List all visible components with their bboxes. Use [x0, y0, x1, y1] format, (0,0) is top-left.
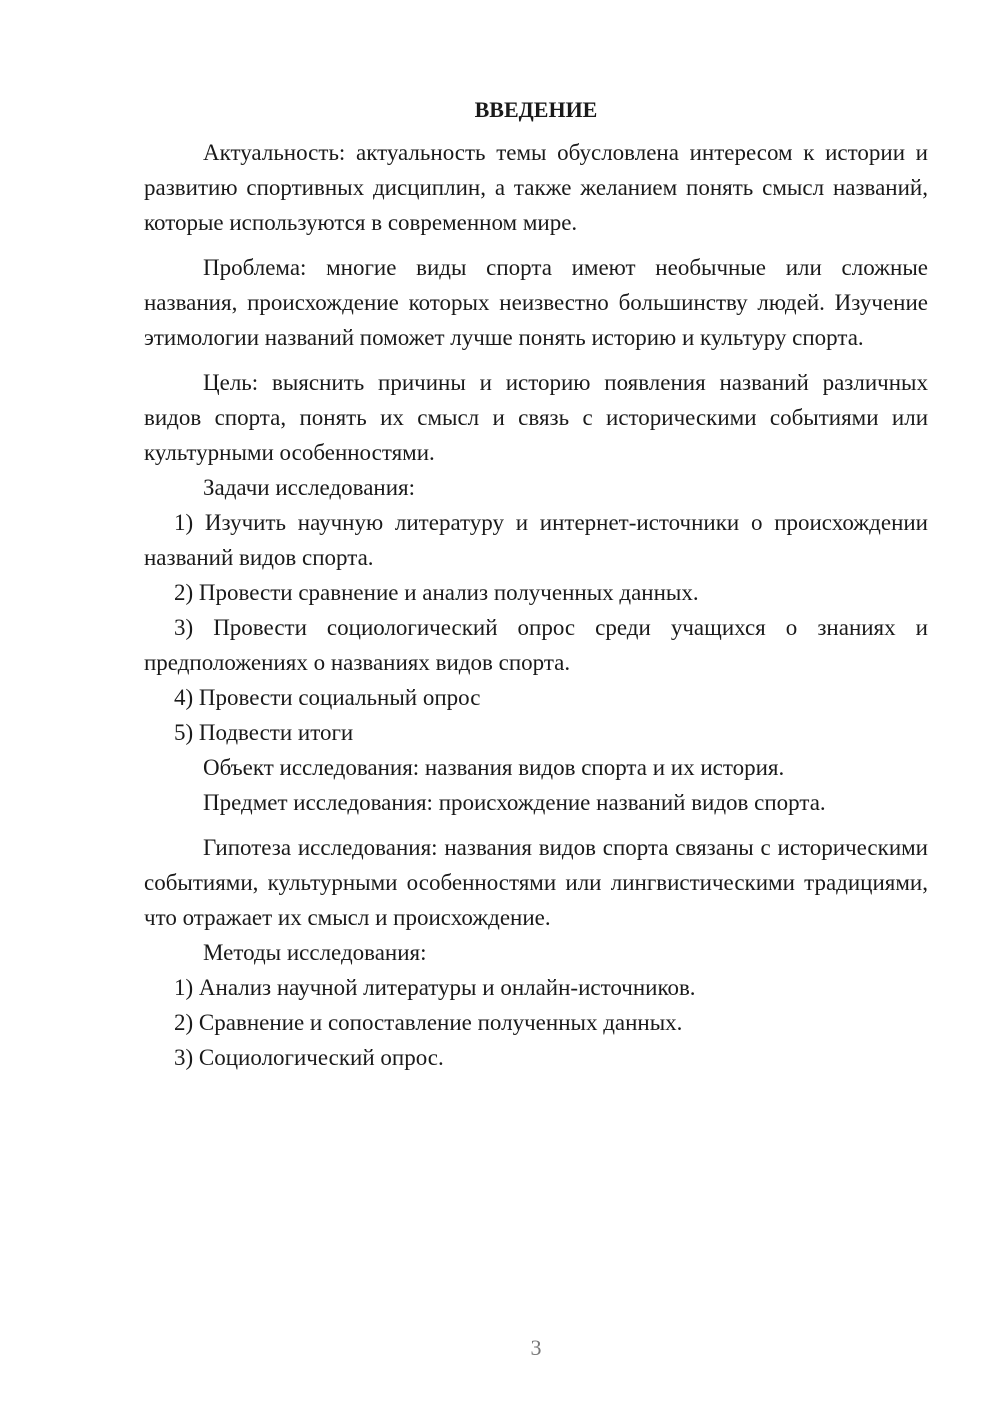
subject-line: Предмет исследования: происхождение названий видов спорта. [203, 790, 826, 815]
hypothesis-paragraph: Гипотеза исследования: названия видов спорта связаны с историческими событиями, культурными особенностями или лингвистическими традициями, что отражает их смысл и происхождение. [144, 835, 928, 930]
tasks-heading: Задачи исследования: [203, 475, 416, 500]
task-item-3: 3) Провести социологический опрос среди учащихся о знаниях и предположениях о названиях видов спорта. [144, 615, 928, 675]
task-item-1: 1) Изучить научную литературу и интернет-источники о происхождении названий видов спорта. [144, 510, 928, 570]
task-item-2: 2) Провести сравнение и анализ полученных данных. [174, 580, 699, 605]
method-item-1: 1) Анализ научной литературы и онлайн-источников. [174, 975, 696, 1000]
object-line: Объект исследования: названия видов спорта и их история. [203, 755, 785, 780]
relevance-paragraph: Актуальность: актуальность темы обусловлена интересом к истории и развитию спортивных дисциплин, а также желанием понять смысл названий, которые используются в современном мире. [144, 140, 928, 235]
section-title: ВВЕДЕНИЕ [474, 97, 598, 122]
problem-paragraph: Проблема: многие виды спорта имеют необычные или сложные названия, происхождение которых неизвестно большинству людей. Изучение этимологии названий поможет лучше понять историю и культуру спорта. [144, 255, 928, 350]
methods-heading: Методы исследования: [203, 940, 427, 965]
task-item-4: 4) Провести социальный опрос [174, 685, 481, 710]
method-item-2: 2) Сравнение и сопоставление полученных данных. [174, 1010, 683, 1035]
method-item-3: 3) Социологический опрос. [174, 1045, 444, 1070]
task-item-5: 5) Подвести итоги [174, 720, 354, 745]
page-number: 3 [530, 1335, 542, 1360]
page-content [144, 95, 928, 1075]
goal-paragraph: Цель: выяснить причины и историю появления названий различных видов спорта, понять их смысл и связь с историческими событиями или культурными особенностями. [144, 370, 928, 465]
